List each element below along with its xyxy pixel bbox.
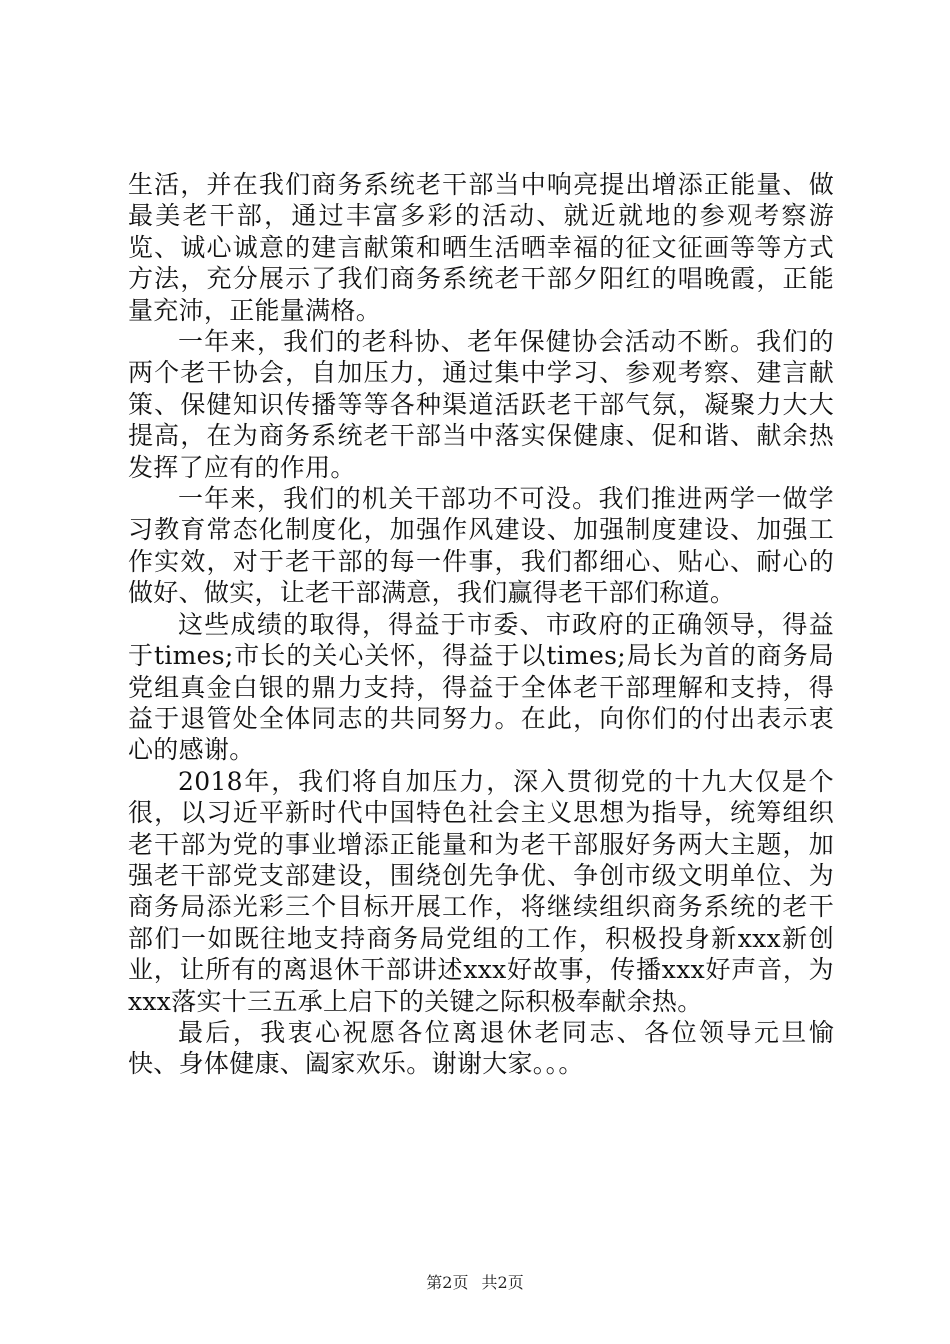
page-footer (0, 1270, 950, 1293)
paragraph-plan-2018: 2018年，我们将自加压力，深入贯彻党的十九大仅是个很，以习近平新时代中国特色社会主义思想为指导，统筹组织老干部为党的事业增添正能量和为老干部服好务两大主题，加强老干部党支部建设，围绕创先争优、争创市级文明单位、为商务局添光彩三个目标开展工作，将继续组织商务系统的老干部们一如既往地支持商务局党组的工作，积极投身新xxx新创业，让所有的离退休干部讲述xxx好故事，传播xxx好声音，为xxx落实十三五承上启下的关键之际积极奉献余热。 (128, 766, 834, 1016)
page-number: 第2页 (426, 1273, 469, 1292)
paragraph-achievements: 这些成绩的取得，得益于市委、市政府的正确领导，得益于times;市长的关心关怀，得益于以times;局长为首的商务局党组真金白银的鼎力支持，得益于全体老干部理解和支持，得益于退管处全体同志的共同努力。在此，向你们的付出表示衷心的感谢。 (128, 609, 834, 765)
document-body (128, 169, 834, 1080)
paragraph-continuation: 生活，并在我们商务系统老干部当中响亮提出增添正能量、做最美老干部，通过丰富多彩的活动、就近就地的参观考察游览、诚心诚意的建言献策和晒生活晒幸福的征文征画等等方式方法，充分展示了我们商务系统老干部夕阳红的唱晚霞，正能量充沛，正能量满格。 (128, 170, 834, 325)
paragraph-cadres: 一年来，我们的机关干部功不可没。我们推进两学一做学习教育常态化制度化，加强作风建设、加强制度建设、加强工作实效，对于老干部的每一件事，我们都细心、贴心、耐心的做好、做实，让老干部满意，我们赢得老干部们称道。 (128, 484, 834, 608)
page-total: 共2页 (481, 1273, 524, 1292)
paragraph-associations: 一年来，我们的老科协、老年保健协会活动不断。我们的两个老干协会，自加压力，通过集中学习、参观考察、建言献策、保健知识传播等等各种渠道活跃老干部气氛，凝聚力大大提高，在为商务系统老干部当中落实保健康、促和谐、献余热发挥了应有的作用。 (128, 327, 834, 482)
paragraph-closing: 最后，我衷心祝愿各位离退休老同志、各位领导元旦愉快、身体健康、阖家欢乐。谢谢大家。。。 (128, 1017, 834, 1079)
